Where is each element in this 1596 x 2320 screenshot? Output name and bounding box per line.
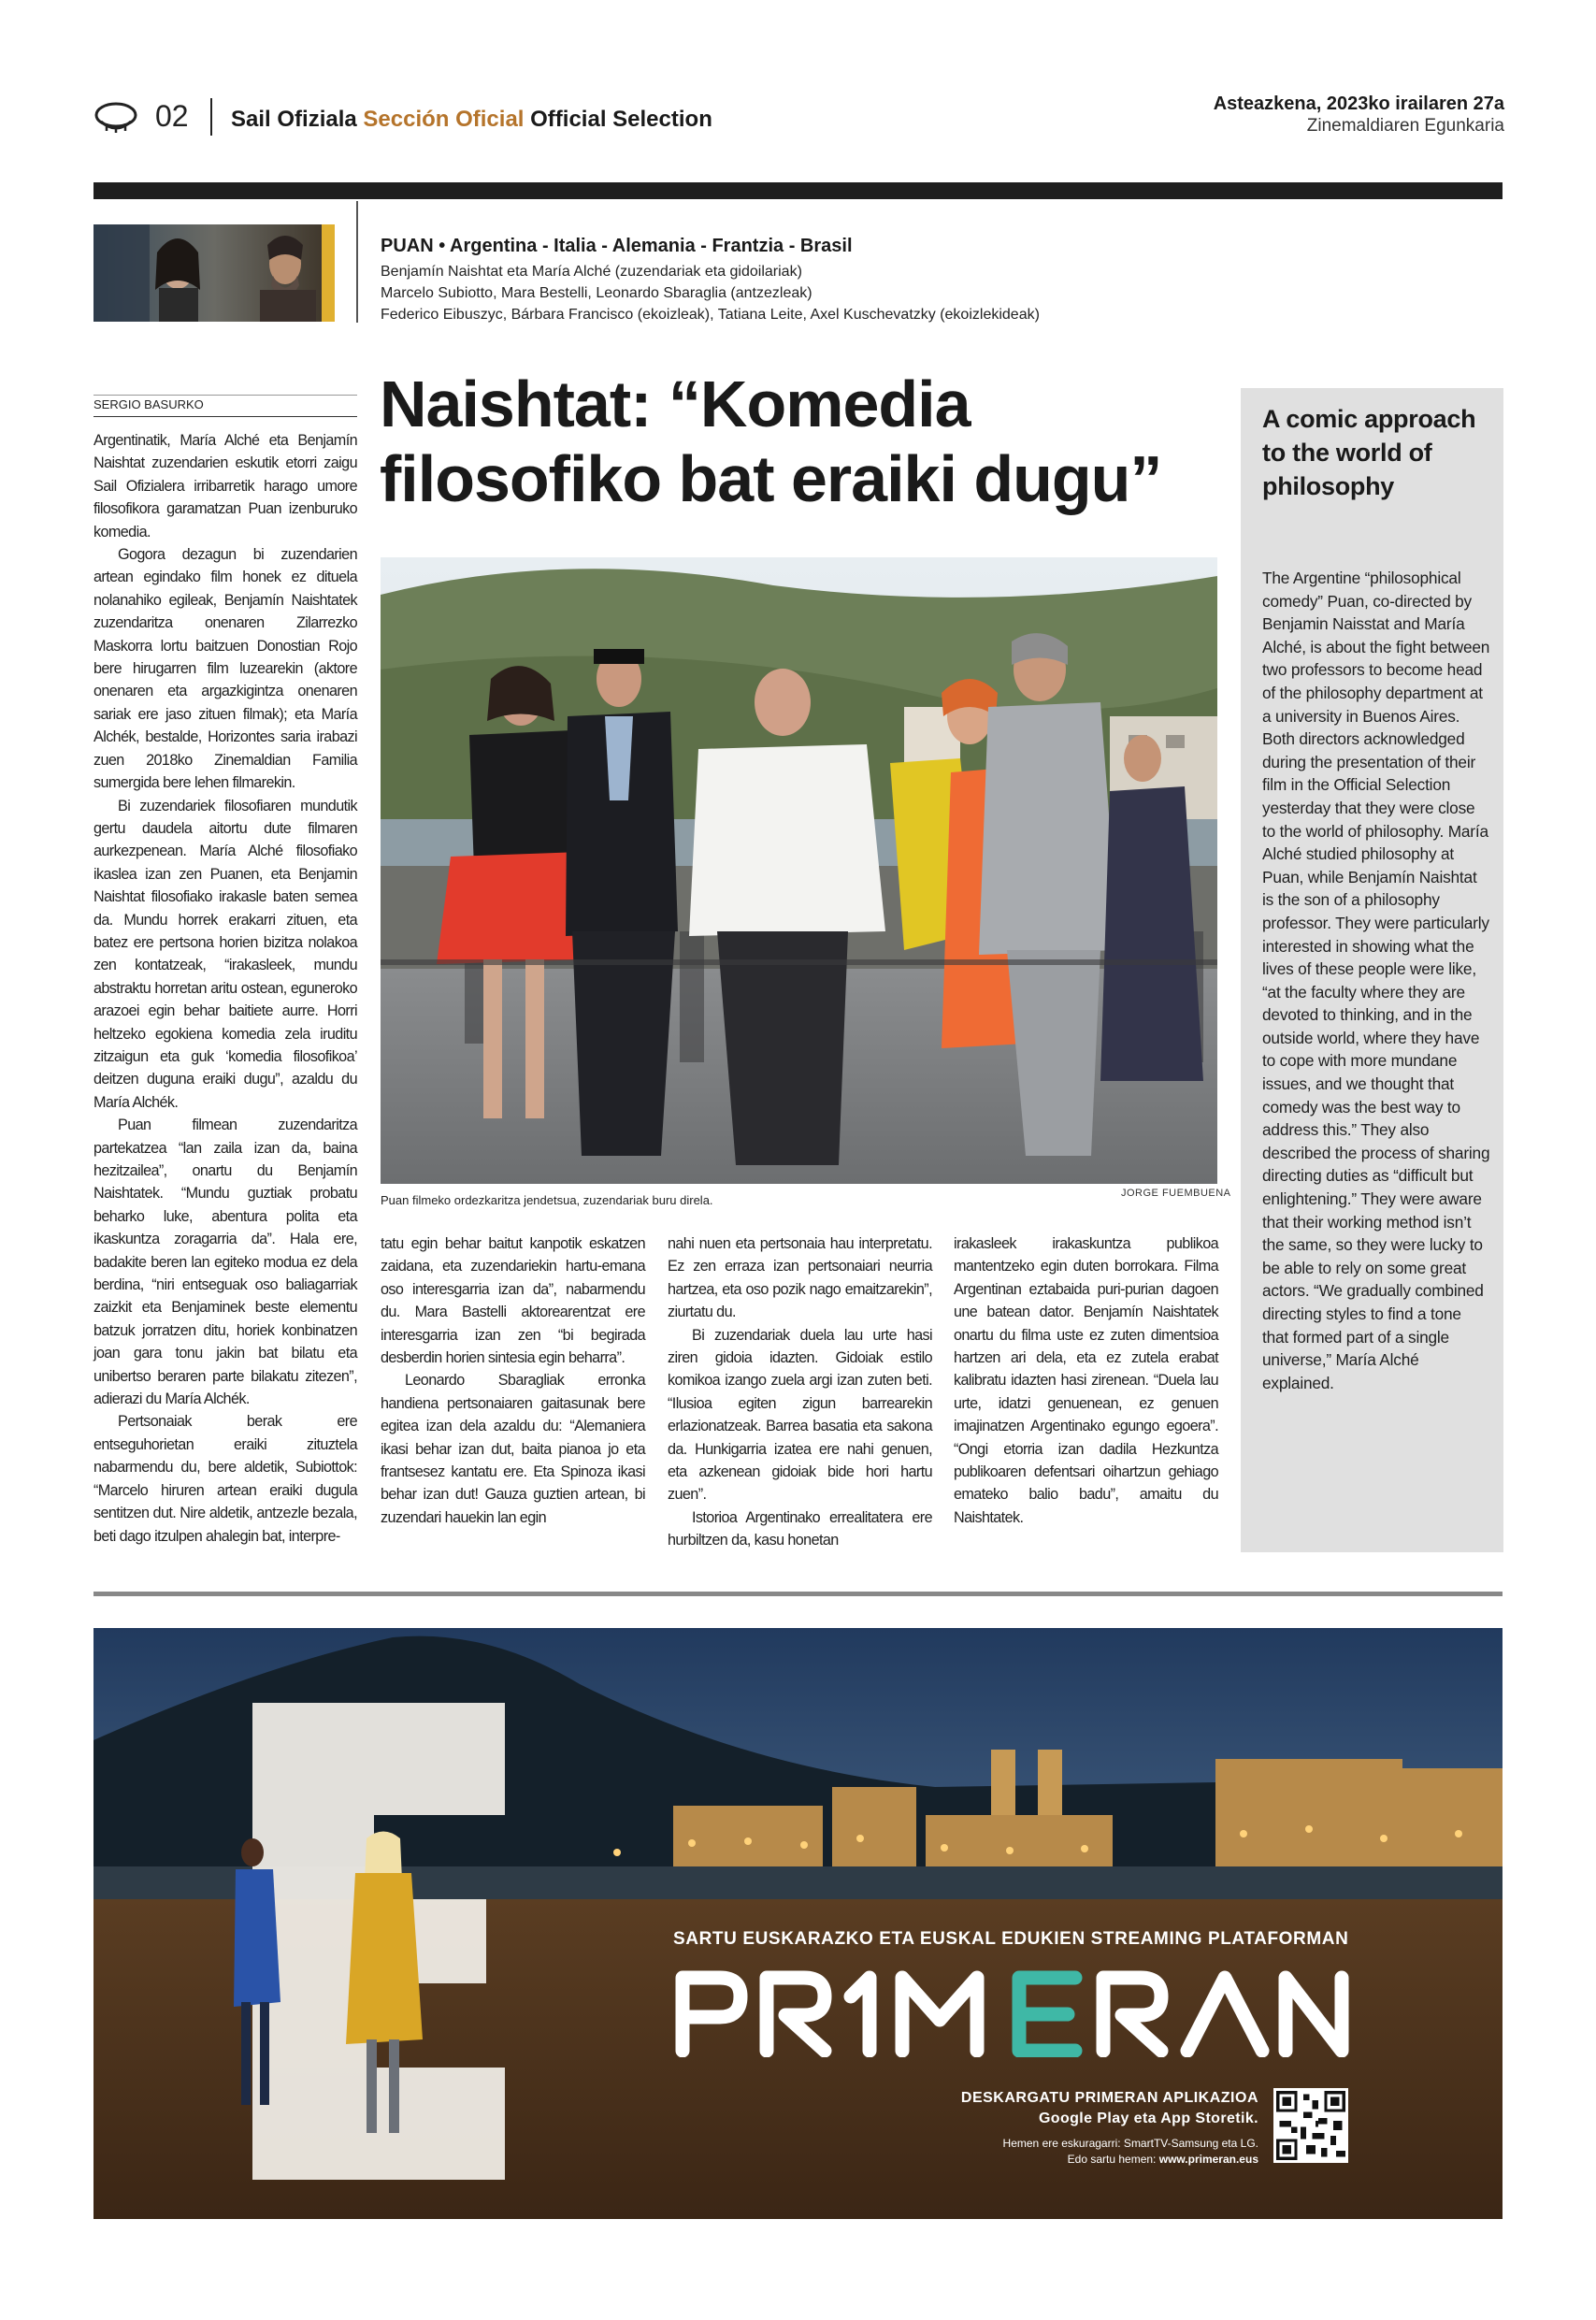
paragraph: Bi zuzendariak duela lau urte hasi ziren gidoia idazten. Gidoiak estilo komikoa izango zuela argi izan zuten beti. “Ilusioa egiten zigun barrearekin erlazionatzeak. Barrea basatia eta sakona da. Hunkigarria izatea ere nahi genuen, eta azkenean gidoiak bide hori hartu zuen”. bbox=[668, 1326, 932, 1504]
paragraph: Pertsonaiak berak ere entseguhorietan eraiki zituztela nabarmendu du, bere aldetik, Subiottok: “Marcelo hiruren artean eraiki dugula sentitzen dut. Nire aldetik, antzezle bezala, beti dago itzulpen ahalegin bat, interpre- bbox=[93, 1413, 357, 1545]
summary-body: The Argentine “philosophical comedy” Puan, co-directed by Benjamin Naisstat and María Alché, is about the fight between two professors to become head of the philosophy department at a university in Buenos Aires. Both directors acknowledged during the presentation of their film in the Official Selection yesterday that they were close to the world of philosophy. María Alché studied philosophy at Puan, while Benjamín Naishtat is the son of a philosophy professor. They were particularly interested in showing what the lives of these people were like, “at the faculty where they are devoted to thinking, and in the outside world, where they have to cope with more mundane issues, and we thought that comedy was the best way to address this.” They also described the process of sharing directing duties as “difficult but enlightening.” They were aware that their working method isn’t the same, so they were lucky to be able to rely on some great actors. “We gradually combined directing styles to find a tone that formed part of a single universe,” María Alché explained. bbox=[1262, 569, 1490, 1392]
section-divider bbox=[93, 1592, 1503, 1596]
ad-url[interactable]: www.primeran.eus bbox=[1158, 2153, 1258, 2166]
paragraph: Leonardo Sbaragliak erronka handiena pertsonaiaren gaitasunak bere egitea izan dela azaldu du: “Alemaniera ikasi behar izan dut, baita pianoa jo eta frantsesez kantatu ere. Eta Spinoza ikasi behar izan dut! Gauza guztien artean, bi zuzendari hauekin lan egin bbox=[381, 1372, 645, 1526]
newspaper-name: Zinemaldiaren Egunkaria bbox=[1306, 116, 1504, 136]
film-credit-directors: Benjamín Naishtat eta María Alché (zuzendariak eta gidoilariak) bbox=[381, 264, 802, 280]
headline: Naishtat: “Komedia filosofiko bat eraiki dugu” bbox=[380, 367, 1162, 515]
ad-tagline: SARTU EUSKARAZKO ETA EUSKAL EDUKIEN STREAMING PLATAFORMAN bbox=[673, 1929, 1349, 1949]
section-eu: Sail Ofiziala bbox=[231, 107, 357, 132]
ad-url-prefix: Edo sartu hemen: bbox=[1067, 2153, 1157, 2166]
article-column-3 bbox=[668, 1232, 932, 1552]
ad-download-url-line bbox=[1068, 2153, 1258, 2166]
film-info-divider bbox=[356, 201, 358, 323]
header-separator bbox=[210, 98, 212, 136]
top-rule bbox=[93, 182, 1503, 199]
section-en: Official Selection bbox=[530, 107, 712, 132]
paragraph: nahi nuen eta pertsonaia hau interpretatu. Ez zen erraza izan pertsonaiari neurria hartzea, eta oso pozik nago emaitzarekin”, ziurtatu du. bbox=[668, 1235, 932, 1321]
paragraph: Puan filmean zuzendaritza partekatzea “lan zaila izan da, baina hezitzailea”, onartu du Benjamín Naishtatek. “Mundu guztiak probatu beharko luke, abentura polita eta ikaskuntza zoragarria da”. Hala ere, badakite beren lan egiteko modua ez dela berdina, “niri entseguak oso baliagarriak zaizkit eta Benjaminek beste elementu batzuk jorratzen ditu, horiek konbinatzen joan gara tonu jakin bat bilatu eta unibertso beraren parte bilakatu zitezen”, adierazi du María Alchék. bbox=[93, 1117, 357, 1408]
article-column-2 bbox=[381, 1232, 645, 1529]
ad-download-heading: DESKARGATU PRIMERAN APLIKAZIOA bbox=[960, 2090, 1258, 2106]
article-column-4 bbox=[954, 1232, 1218, 1529]
film-credit-producers: Federico Eibuszyc, Bárbara Francisco (ekoizleak), Tatiana Leite, Axel Kuschevatzky (ekoizlekideak) bbox=[381, 307, 1040, 323]
issue-date: Asteazkena, 2023ko irailaren 27a bbox=[1213, 94, 1504, 114]
paragraph: Argentinatik, María Alché eta Benjamín Naishtat zuzendarien eskutik etorri zaigu Sail Ofizialera irribarretik harago umore filosofikora garamatzan Puan izenburuko komedia. bbox=[93, 432, 357, 540]
festival-shell-logo bbox=[93, 101, 138, 135]
page-number: 02 bbox=[155, 99, 189, 133]
ad-download-stores: Google Play eta App Storetik. bbox=[1038, 2111, 1258, 2126]
primeran-logo bbox=[673, 1968, 1351, 2057]
qr-code-icon[interactable] bbox=[1273, 2088, 1348, 2163]
photo-credit: JORGE FUEMBUENA bbox=[1121, 1188, 1231, 1199]
paragraph: tatu egin behar baitut kanpotik eskatzen zaidana, eta zuzendariekin hartu-emana oso interesgarria izan da”, nabarmendu du. Mara Bastelli aktorearentzat ere interesgarria izan zen “bi begirada desberdin horien sintesia egin beharra”. bbox=[381, 1235, 645, 1367]
paragraph: irakasleek irakaskuntza publikoa mantentzeko egin duten borrokara. Filma Argentinan eztabaida puri-purian dagoen une batean dator. Benjamín Naishtatek onartu du filma uste ez zuten dimentsioa hartzen ari dela, eta ez zutela erabat kalibratu idazten hasi zirenean. “Duela lau urte, idatzi genuenean, ez genuen imajinatzen Argentinako egungo egoera”. “Ongi etorria izan dadila Hezkuntza publikoaren defentsari oihartzun gehiago emateko balio badu”, amaitu du Naishtatek. bbox=[954, 1235, 1218, 1526]
paragraph: Gogora dezagun bi zuzendarien artean egindako film honek ez dituela nolanahiko egileak, Benjamín Naishtatek zuzendaritza onenaren Zilarrezko Maskorra lortu baitzuen Donostian Rojo bere hirugarren film luzearekin (aktore onenaren eta argazkigintza onenaren sariak ere jaso zituen filmak); eta María Alchék, bestalde, Horizontes saria irabazi zuen 2018ko Zinemaldian Familia sumergida bere lehen filmarekin. bbox=[93, 546, 357, 792]
photo-caption: Puan filmeko ordezkaritza jendetsua, zuzendariak buru direla. bbox=[381, 1193, 713, 1207]
byline: SERGIO BASURKO bbox=[93, 395, 357, 417]
film-title: PUAN • Argentina - Italia - Alemania - Frantzia - Brasil bbox=[381, 236, 853, 256]
section-title bbox=[231, 107, 712, 133]
ad-download-tv: Hemen ere eskuragarri: SmartTV-Samsung eta LG. bbox=[1002, 2137, 1258, 2150]
main-photo bbox=[381, 557, 1217, 1184]
article-column-1 bbox=[93, 429, 357, 1548]
paragraph: Bi zuzendariek filosofiaren mundutik gertu daudela aitortu dute filmaren aurkezpenean. María Alché filosofiako ikaslea izan zen Puanen, eta Benjamin Naishtat filosofiako irakasle baten semea da. Mundu horrek erakarri zituen, eta batez ere pertsona horien bizitza nolakoa zen kontatzeak, “irakasleek, mundu abstraktu horretan aritu ostean, eguneroko arazoei egin behar baitiete aurre. Horri heltzeko egokiena komedia zela iruditu zitzaigun eta guk ‘komedia filosofikoa’ deitzen duguna eraiki dugu”, azaldu du María Alchék. bbox=[93, 797, 357, 1111]
summary-title: A comic approach to the world of philosophy bbox=[1262, 405, 1476, 500]
film-credit-cast: Marcelo Subiotto, Mara Bestelli, Leonardo Sbaraglia (antzezleak) bbox=[381, 285, 812, 301]
section-es: Sección Oficial bbox=[363, 107, 525, 132]
paragraph: Istorioa Argentinako errealitatera ere hurbiltzen da, kasu honetan bbox=[668, 1508, 932, 1549]
film-still-thumbnail bbox=[93, 224, 335, 322]
